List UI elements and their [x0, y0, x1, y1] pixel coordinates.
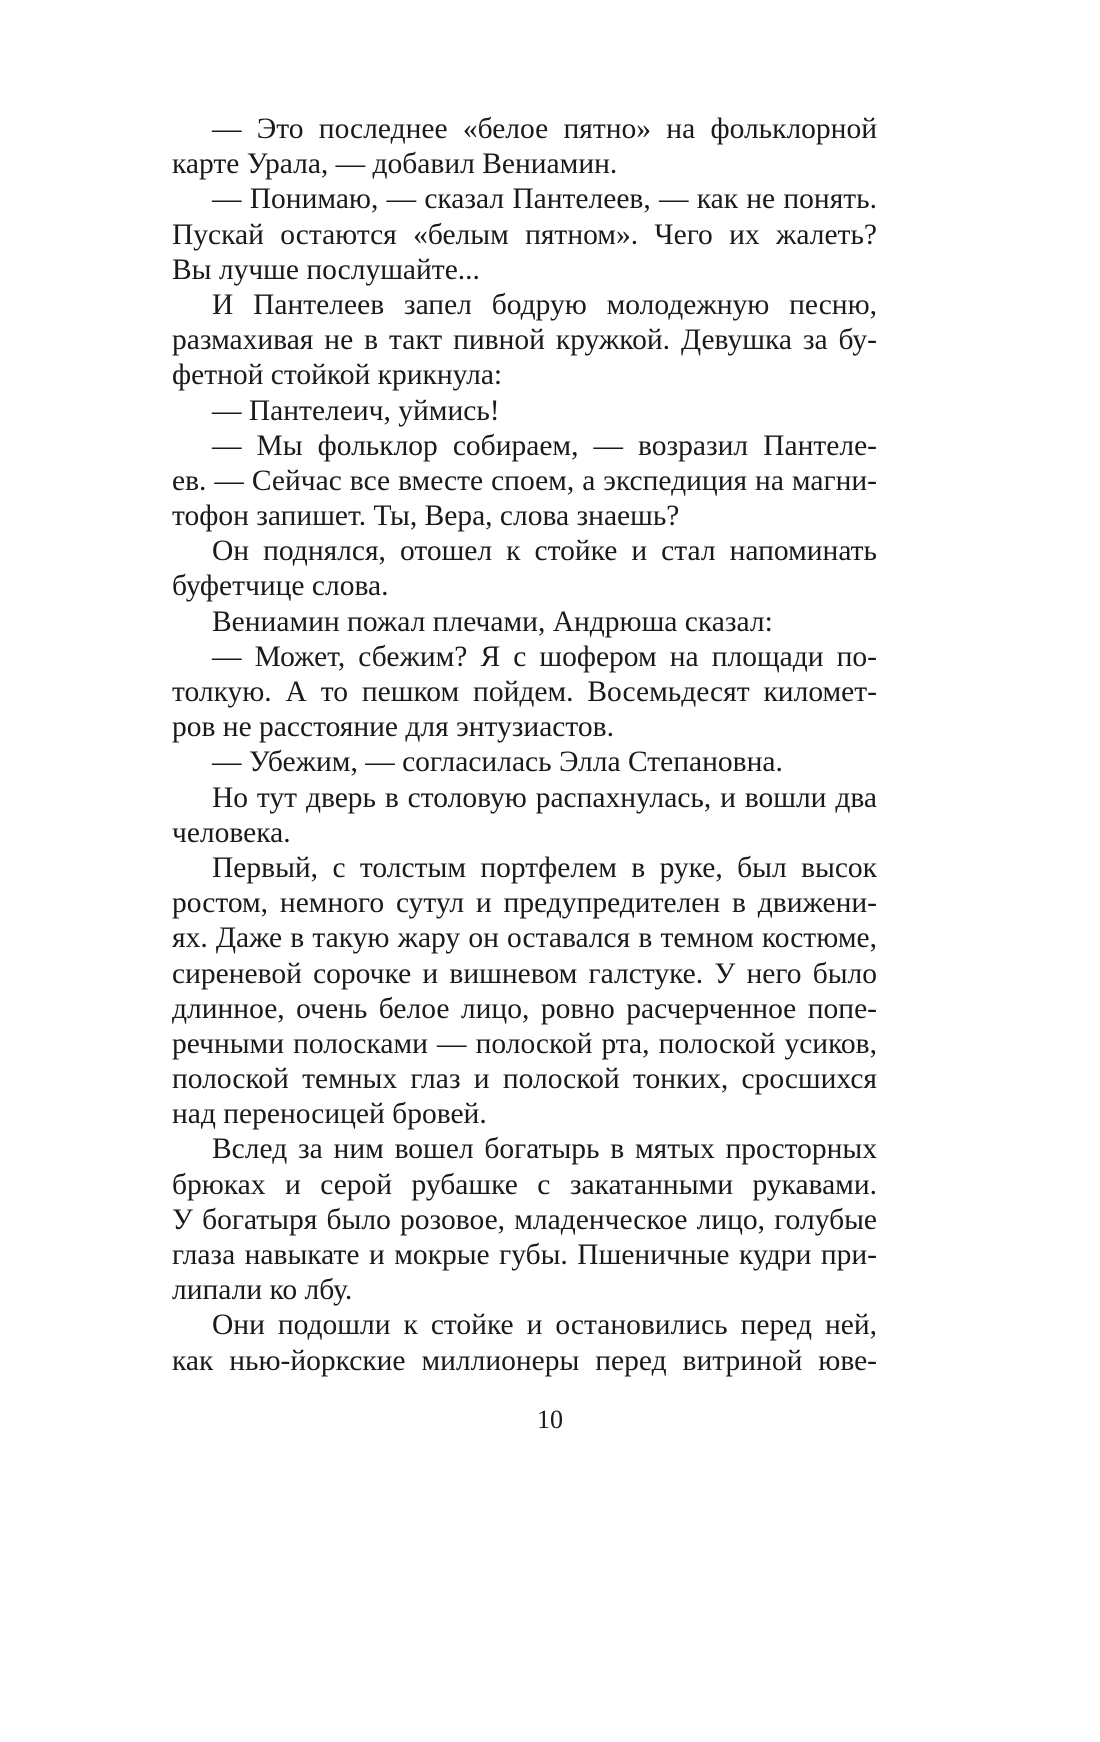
text-line: липали ко лбу. — [172, 1274, 353, 1307]
text-line: сиреневой сорочке и вишневом галстуке. У него было — [172, 957, 877, 990]
text-line: Вениамин пожал плечами, Андрюша сказал: — [212, 605, 773, 638]
text-line: — Понимаю, — сказал Пантелеев, — как не понять. — [212, 183, 877, 216]
text-line: карте Урала, — добавил Вениамин. — [172, 148, 618, 181]
text-line: ев. — Сейчас все вместе споем, а экспедиция на магни- — [172, 464, 877, 497]
text-line: Он поднялся, отошел к стойке и стал напоминать — [212, 535, 877, 568]
text-line: У богатыря было розовое, младенческое лицо, голубые — [172, 1203, 877, 1236]
text-line: буфетчице слова. — [172, 570, 389, 603]
text-line: Вы лучше послушайте... — [172, 253, 480, 286]
text-line: длинное, очень белое лицо, ровно расчерченное попе- — [172, 992, 877, 1025]
text-line: Первый, с толстым портфелем в руке, был высок — [212, 851, 877, 884]
text-line: ях. Даже в такую жару он оставался в темном костюме, — [172, 922, 877, 955]
text-line: Они подошли к стойке и остановились перед ней, — [212, 1309, 877, 1342]
text-line: — Пантелеич, уймись! — [212, 394, 500, 427]
text-line: над переносицей бровей. — [172, 1098, 487, 1131]
text-line: человека. — [172, 816, 291, 849]
text-line: фетной стойкой крикнула: — [172, 359, 503, 392]
text-line: тофон запишет. Ты, Вера, слова знаешь? — [172, 500, 680, 533]
text-line: как нью-йоркские миллионеры перед витриной юве- — [172, 1344, 877, 1377]
text-line: И Пантелеев запел бодрую молодежную песню, — [212, 288, 877, 321]
text-line: — Это последнее «белое пятно» на фольклорной — [212, 113, 877, 145]
text-line: глаза навыкате и мокрые губы. Пшеничные кудри при- — [172, 1239, 877, 1271]
text-line: — Мы фольклор собираем, — возразил Пантеле- — [212, 429, 877, 462]
text-line: речными полосками — полоской рта, полоской усиков, — [172, 1027, 877, 1060]
text-line: Пускай остаются «белым пятном». Чего их жалеть? — [172, 218, 877, 251]
text-line: ростом, немного сутул и предупредителен в движени- — [172, 887, 877, 920]
page-number: 10 — [537, 1405, 563, 1434]
text-line: ров не расстояние для энтузиастов. — [172, 711, 614, 744]
text-line: — Может, сбежим? Я с шофером на площади по- — [212, 640, 877, 673]
text-line: Вслед за ним вошел богатырь в мятых просторных — [212, 1133, 877, 1166]
text-line: толкую. А то пешком пойдем. Восемьдесят километ- — [172, 676, 877, 708]
text-line: брюках и серой рубашке с закатанными рукавами. — [172, 1168, 877, 1201]
text-line: полоской темных глаз и полоской тонких, сросшихся — [172, 1063, 877, 1096]
text-line: размахивая не в такт пивной кружкой. Девушка за бу- — [172, 324, 877, 357]
text-line: — Убежим, — согласилась Элла Степановна. — [212, 746, 783, 779]
page-body — [172, 112, 877, 1379]
text-line: Но тут дверь в столовую распахнулась, и вошли два — [212, 781, 877, 814]
